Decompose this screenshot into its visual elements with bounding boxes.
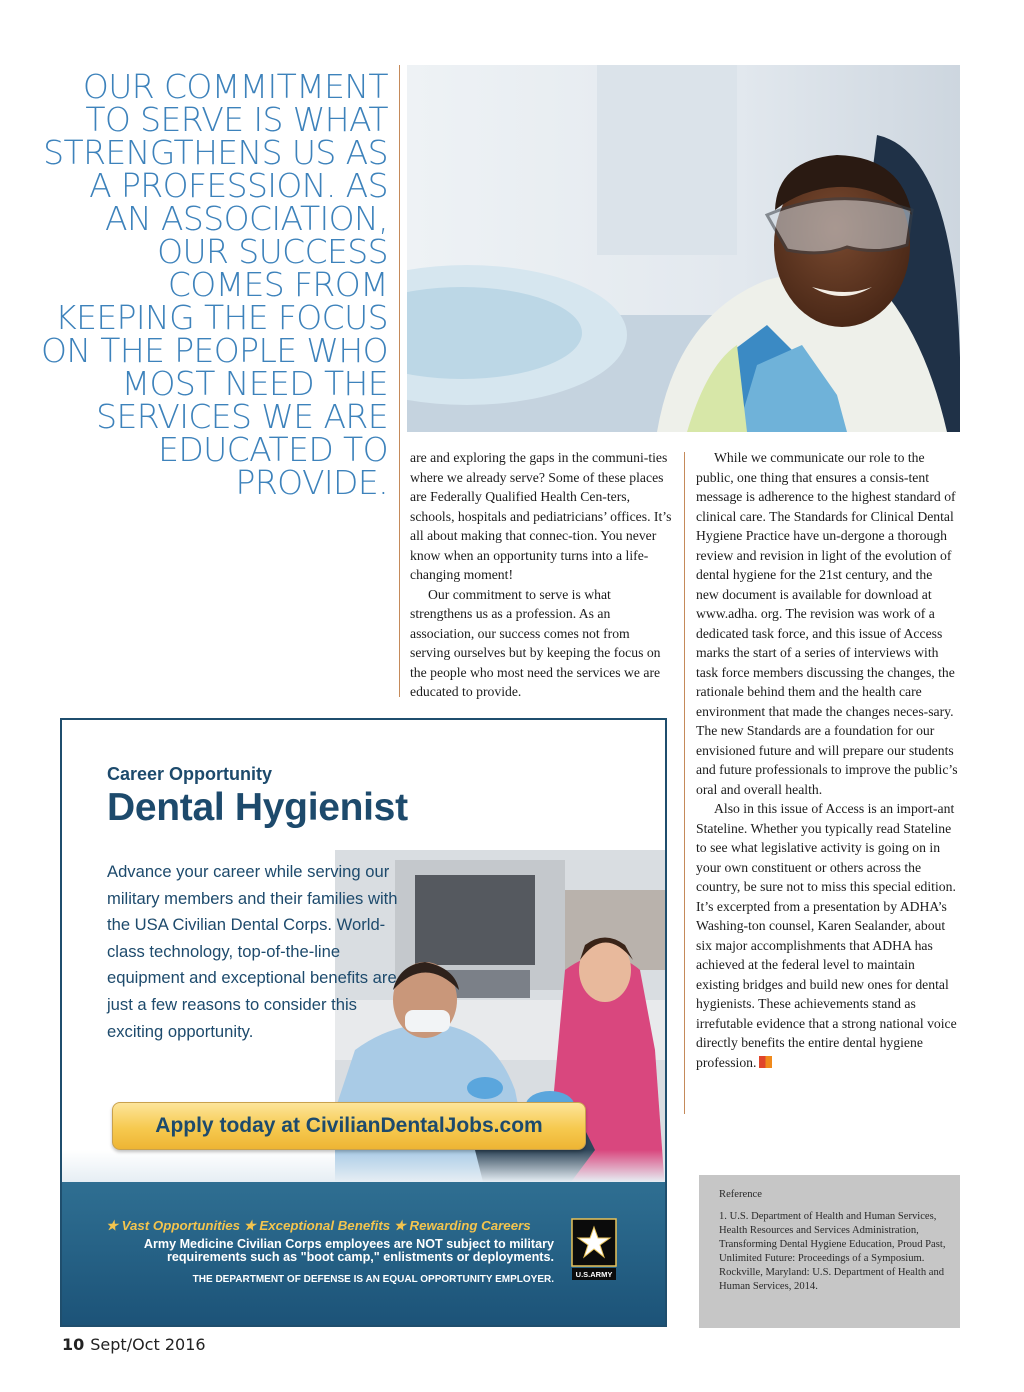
issue-date: Sept/Oct 2016 <box>90 1335 206 1354</box>
ad-fade <box>62 1150 665 1182</box>
ad-body: Advance your career while serving our military members and their families with the USA Civilian Dental Corps. World-class technology, top-of-the-line equipment and exceptional benefits are just a few reasons to consider this exciting opportunity. <box>107 862 398 1041</box>
paragraph: are and exploring the gaps in the communi-ties where we already serve? Some of these places are Federally Qualified Health Cen-ters, schools, hospitals and pediatricians’ offices. It’s all about making that connec-tion. You never know when an opportunity turns into a life-changing moment! <box>410 450 672 582</box>
army-logo-text: U.S.ARMY <box>575 1270 613 1279</box>
article-column-right <box>696 448 958 1072</box>
reference-text: 1. U.S. Department of Health and Human Services, Health Resources and Services Administration, Transforming Dental Hygiene Education, Proud Past, Unlimited Future: Proceedings of a Symposium. Rockville, Maryland: U.S. Department of Health and Human Services, 2014. <box>719 1211 946 1292</box>
column-rule-left <box>399 65 400 697</box>
us-army-logo <box>571 1218 617 1282</box>
article-column-middle <box>410 448 673 702</box>
reference-box <box>699 1175 960 1328</box>
paragraph-text: Also in this issue of Access is an import-ant Stateline. Whether you typically read Stateline to see what legislative activity is going on in your own constituent or others across the country, be sure not to miss this special edition. It’s excerpted from a presentation by ADHA’s Washing-ton counsel, Karen Sealander, about six major accomplishments that ADHA has achieved at the federal level to maintain existing bridges and build new ones for dental hygienists. These achievements stand as irrefutable evidence that a strong national voice directly benefits the entire dental hygiene profession. <box>696 801 957 1070</box>
end-mark-icon <box>759 1056 772 1068</box>
pull-quote: OUR COMMITMENT TO SERVE IS WHAT STRENGTHENS US AS A PROFESSION. AS AN ASSOCIATION, OUR SUCCESS COMES FROM KEEPING THE FOCUS ON THE PEOPLE WHO MOST NEED THE SERVICES WE ARE EDUCATED TO PROVIDE. <box>40 67 388 502</box>
photo-child-dental-chair <box>407 65 960 432</box>
ad-note: Army Medicine Civilian Corps employees are NOT subject to military requirements such as "boot camp," enlistments or deployments. <box>143 1237 554 1264</box>
apply-button[interactable]: Apply today at CivilianDentalJobs.com <box>112 1102 586 1150</box>
ad-eeo-statement: THE DEPARTMENT OF DEFENSE IS AN EQUAL OPPORTUNITY EMPLOYER. <box>192 1274 554 1285</box>
page-number: 10 <box>62 1335 85 1354</box>
reference-heading: Reference <box>719 1189 762 1200</box>
paragraph: While we communicate our role to the public, one thing that ensures a consis-tent message is adherence to the highest standard of clinical care. The Standards for Clinical Dental Hygiene Practice have un-dergone a thorough review and revision in light of the evolution of dental hygiene for the 21st century, and the new document is available for download at www.adha. org. The revision was work of a dedicated task force, and this issue of Access marks the start of a series of interviews with task force members discussing the changes, the rationale behind them and the health care environment that made the changes neces-sary. The new Standards are a foundation for our envisioned future and will prepare our students and future professionals to improve the public’s oral and overall health. <box>696 450 958 797</box>
column-rule-right <box>684 452 685 1114</box>
ad-footer-band <box>62 1182 665 1325</box>
ad-tagline: ★ Vast Opportunities ★ Exceptional Benefits ★ Rewarding Careers <box>106 1218 531 1233</box>
army-dental-ad <box>60 718 667 1327</box>
ad-title: Dental Hygienist <box>107 786 408 829</box>
page-folio <box>62 1335 206 1354</box>
paragraph-with-end-mark <box>696 799 958 1072</box>
ad-kicker: Career Opportunity <box>107 764 273 784</box>
paragraph: Our commitment to serve is what strengthens us as a profession. As an association, our success comes not from serving ourselves but by keeping the focus on the people who most need the services we are educated to provide. <box>410 586 661 699</box>
